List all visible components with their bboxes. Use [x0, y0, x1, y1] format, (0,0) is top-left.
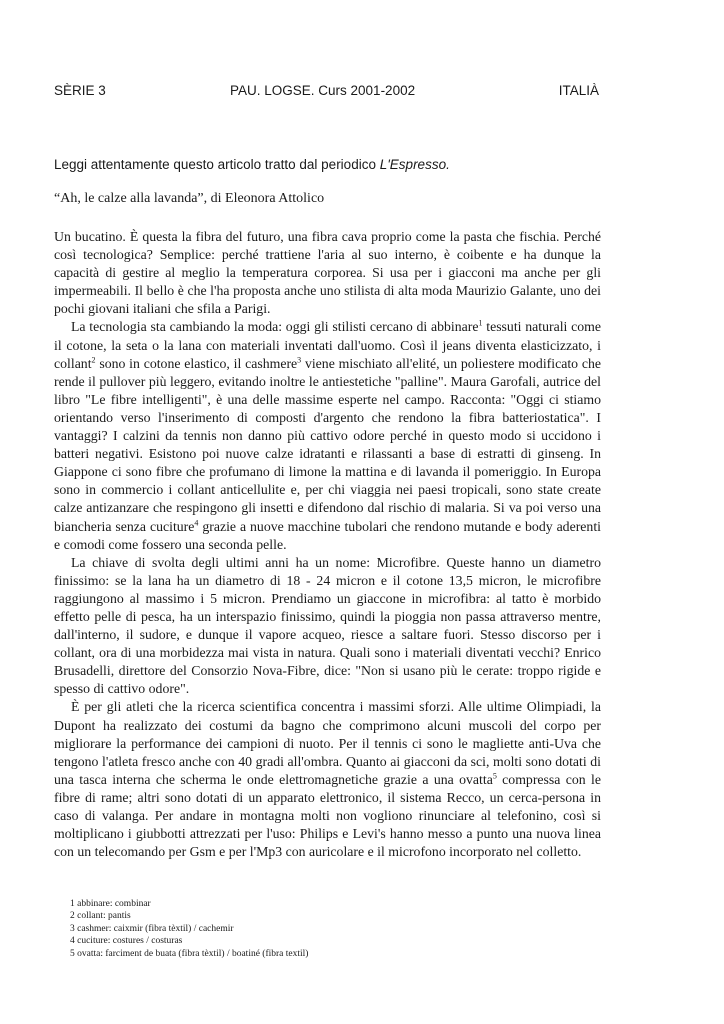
exam-label: PAU. LOGSE. Curs 2001-2002: [230, 83, 416, 98]
paragraph-text: sono in cotone elastico, il cashmere: [95, 355, 298, 371]
page-header: [54, 83, 599, 98]
footnote-marker: 5: [492, 771, 497, 781]
footnote-marker: 3: [297, 355, 302, 365]
paragraph-text: La tecnologia sta cambiando la moda: oggi gli stilisti cercano di abbinare: [71, 319, 479, 335]
paragraph-text: La chiave di svolta degli ultimi anni ha un nome: Microfibre. Queste hanno un diametro finissimo: se la lana ha un diametro di 18 - 24 micron e il cotone 13,5 micron, le microfibre raggiungono al massimo i 5 micron. Prendiamo un giaccone in microfibra: al tatto è morbido effetto pelle di pesca, ha un interspazio finissimo, quindi la pioggia non passa attraverso mentre, dall'interno, il sudore, e dunque il vapore acqueo, riesce a saltare fuori. Stesso discorso per i collant, ora di una morbidezza mai vista in natura. Quali sono i materiali diventati vecchi? Enrico Brusadelli, direttore del Consorzio Nova-Fibre, dice: "Non si usano più le cerate: troppo rigide e spesso di cattivo odore".: [54, 554, 601, 697]
paragraph-text: tessuti naturali come il cotone, la seta o la lana con materiali inventati dall'uomo. Così il jeans diventa elasticizzato, i collant: [54, 319, 602, 371]
footnote: 2 collant: pantis: [70, 911, 131, 922]
footnote-marker: 1: [478, 318, 483, 328]
footnote: 3 cashmer: caixmir (fibra tèxtil) / cachemir: [70, 923, 234, 934]
subject-label: ITALIÀ: [558, 83, 599, 98]
paragraph: [54, 318, 601, 553]
footnote: 5 ovatta: farciment de buata (fibra tèxtil) / boatiné (fibra textil): [70, 948, 309, 959]
footnote-marker: 2: [91, 355, 96, 365]
paragraph-text: Un bucatino. È questa la fibra del futuro, una fibra cava proprio come la pasta che fischia. Perché così tecnologica? Semplice: perché trattiene l'aria al suo interno, è coibente e ha dunque la capacità di gestire al meglio la temperatura corporea. Si usa per i giacconi ma anche per gli impermeabili. Il bello è che l'ha proposta anche uno stilista di alta moda Maurizio Galante, uno dei pochi giovani italiani che sfila a Parigi.: [54, 229, 601, 317]
footnote-marker: 4: [194, 517, 199, 527]
paragraph-text: È per gli atleti che la ricerca scientifica concentra i massimi sforzi. Alle ultime Olimpiadi, la Dupont ha realizzato dei costumi da bagno che comprimono alcuni muscoli del corpo per migliorare la performance dei campioni di nuoto. Per il tennis ci sono le magliette anti-Uva che tengono l'atleta fresco anche con 40 gradi all'ombra. Quanto ai giacconi da sci, molti sono dotati di una tasca interna che scherma le onde elettromagnetiche grazie a una ovatta: [54, 699, 601, 787]
article-body: [54, 228, 601, 861]
footnotes: [70, 898, 570, 960]
paragraph: [54, 554, 601, 699]
paragraph-text: compressa con le fibre di rame; altri sono dotati di un apparato elettronico, il sistema Recco, un cerca-persona in caso di valanga. Per andare in montagna molti non vogliono rinunciare al telefonino, così si moltiplicano i giubbotti attrezzati per l'uso: Philips e Levi's hanno messo a punto una nuova linea con un telecomando per Gsm e per l'Mp3 con auricolare e il microfono incorporato nel colletto.: [54, 771, 601, 860]
instructions-text: Leggi attentamente questo articolo tratto dal periodico: [54, 157, 380, 172]
article-title: “Ah, le calze alla lavanda”, di Eleonora Attolico: [54, 191, 325, 206]
footnote: 4 cuciture: costures / costuras: [70, 936, 183, 947]
paragraph-text: grazie a nuove macchine tubolari che rendono mutande e body aderenti e comodi come fossero una seconda pelle.: [54, 518, 601, 552]
instructions: [54, 157, 614, 172]
paragraph: [54, 698, 601, 861]
paragraph: [54, 228, 601, 318]
footnote: 1 abbinare: combinar: [70, 899, 151, 909]
series-label: SÈRIE 3: [54, 83, 106, 98]
periodical-name: L'Espresso.: [379, 157, 450, 172]
paragraph-text: viene mischiato all'elité, un poliestere modificato che rende il pullover più leggero, evitando inoltre le antiestetiche "palline". Maura Garofali, autrice del libro "Le fibre intelligenti", è una delle massime esperte nel campo. Racconta: "Oggi ci stiamo orientando verso l'inserimento di composti d'argento che rendono la fibra batteriostatica". I vantaggi? I calzini da tennis non danno più cattivo odore perché in questo modo si uccidono i batteri negativi. Esistono poi nuove calze idratanti e rilassanti a base di estratti di ginseng. In Giappone ci sono fibre che profumano di limone la mattina e di lavanda il pomeriggio. In Europa sono in commercio i collant anticellulite e, per chi viaggia nei paesi tropicali, sono state create calze antizanzare che respingono gli insetti e difendono dal rischio di malaria. Si va poi verso una biancheria senza cuciture: [54, 355, 601, 534]
